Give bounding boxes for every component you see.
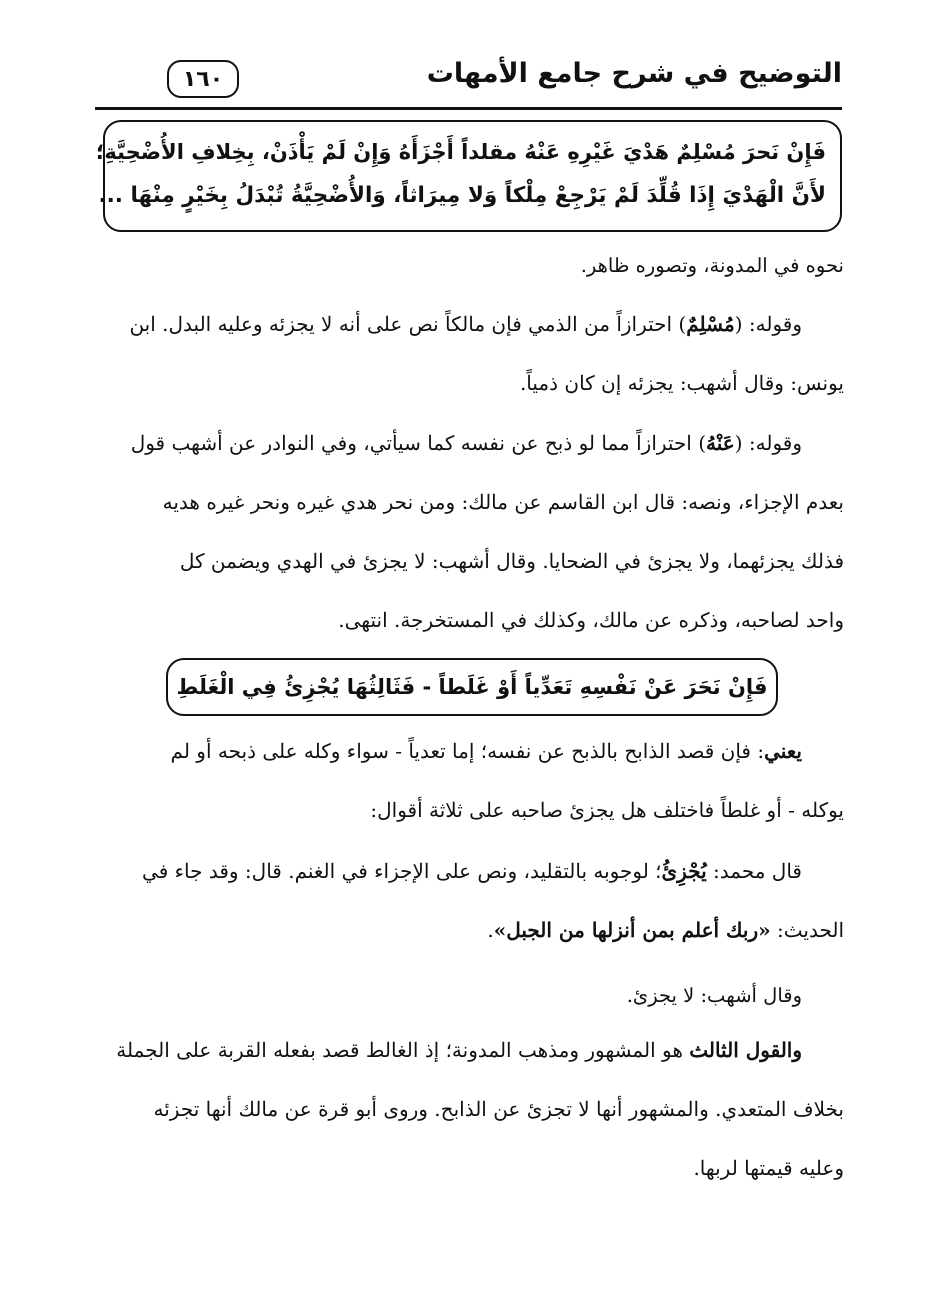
bold-term: والقول الثالث xyxy=(689,1038,802,1062)
book-title: التوضيح في شرح جامع الأمهات xyxy=(426,58,842,89)
paragraph-3 xyxy=(98,414,844,650)
text-line xyxy=(98,842,844,901)
text-segment: وقوله: ( xyxy=(734,431,802,455)
quoted-term: يُجْزِئُ xyxy=(661,859,707,883)
bold-term: يعني xyxy=(764,739,802,763)
text-segment: الحديث: xyxy=(770,918,844,942)
matn-line: فَإِنْ نَحرَ مُسْلِمٌ هَدْيَ غَيْرِهِ عَنْهُ مقلداً أَجْزَأَهُ وَإِنْ لَمْ يَأْذَنْ، بِخِلافِ الأُضْحِيَّةِ؛ xyxy=(95,140,826,164)
text-line: يوكله - أو غلطاً فاختلف هل يجزئ صاحبه على ثلاثة أقوال: xyxy=(370,798,844,822)
text-segment: ) احترازاً من الذمي فإن مالكاً نص على أنه لا يجزئه وعليه البدل. ابن xyxy=(129,312,687,336)
text-segment: هو المشهور ومذهب المدونة؛ إذ الغالط قصد بفعله القربة على الجملة xyxy=(116,1038,690,1062)
text-segment: . xyxy=(487,918,494,942)
text-line: واحد لصاحبه، وذكره عن مالك، وكذلك في المستخرجة. انتهى. xyxy=(338,608,844,632)
text-segment: : فإن قصد الذابح بالذبح عن نفسه؛ إما تعدياً - سواء وكله على ذبحه أو لم xyxy=(170,739,765,763)
matn-line: لأَنَّ الْهَدْيَ إِذَا قُلِّدَ لَمْ يَرْجِعْ مِلْكاً وَلا مِيرَاثاً، وَالأُضْحِيَّةُ تُبْدَلُ بِخَيْرٍ مِنْهَا ... xyxy=(98,183,826,208)
text-line xyxy=(98,1021,844,1080)
paragraph-5 xyxy=(98,842,844,960)
text-line: فذلك يجزئهما، ولا يجزئ في الضحايا. وقال أشهب: لا يجزئ في الهدي ويضمن كل xyxy=(179,549,844,573)
text-line xyxy=(98,722,844,781)
text-segment: وقوله: ( xyxy=(734,312,802,336)
text-line: بخلاف المتعدي. والمشهور أنها لا تجزئ عن الذابح. وروى أبو قرة عن مالك أنها تجزئه xyxy=(153,1097,844,1121)
page-number: ١٦٠ xyxy=(167,60,239,98)
paragraph-6 xyxy=(627,966,802,1025)
paragraph-1 xyxy=(581,236,844,295)
text-line xyxy=(98,414,844,473)
matn-box-1 xyxy=(95,120,842,232)
text-segment: ) احترازاً مما لو ذبح عن نفسه كما سيأتي، وفي النوادر عن أشهب قول xyxy=(130,431,707,455)
text-line xyxy=(98,901,844,960)
text-line: نحوه في المدونة، وتصوره ظاهر. xyxy=(580,254,844,277)
text-line: وعليه قيمتها لربها. xyxy=(693,1156,844,1180)
hadith-quote: «ربك أعلم بمن أنزلها من الجبل» xyxy=(493,918,771,942)
paragraph-4 xyxy=(98,722,844,840)
matn-line: فَإِنْ نَحَرَ عَنْ نَفْسِهِ تَعَدِّياً أَوْ غَلَطاً - فَثَالِثُهَا يُجْزِئُ فِي الْغَلَطِ xyxy=(176,675,768,699)
text-line xyxy=(98,295,844,354)
text-segment: قال محمد: xyxy=(706,859,802,883)
header-rule xyxy=(95,107,842,110)
text-line: وقال أشهب: لا يجزئ. xyxy=(626,984,802,1007)
text-line: بعدم الإجزاء، ونصه: قال ابن القاسم عن مالك: ومن نحر هدي غيره ونحر غيره هديه xyxy=(162,490,844,514)
quoted-term: مُسْلِمٌ xyxy=(686,312,735,336)
page-header xyxy=(95,52,842,110)
paragraph-2 xyxy=(98,295,844,413)
paragraph-7 xyxy=(98,1021,844,1198)
quoted-term: عَنْهُ xyxy=(706,431,735,455)
text-segment: ؛ لوجوبه بالتقليد، ونص على الإجزاء في الغنم. قال: وقد جاء في xyxy=(142,859,662,883)
matn-box-2 xyxy=(166,658,778,716)
text-line: يونس: وقال أشهب: يجزئه إن كان ذمياً. xyxy=(519,371,844,395)
